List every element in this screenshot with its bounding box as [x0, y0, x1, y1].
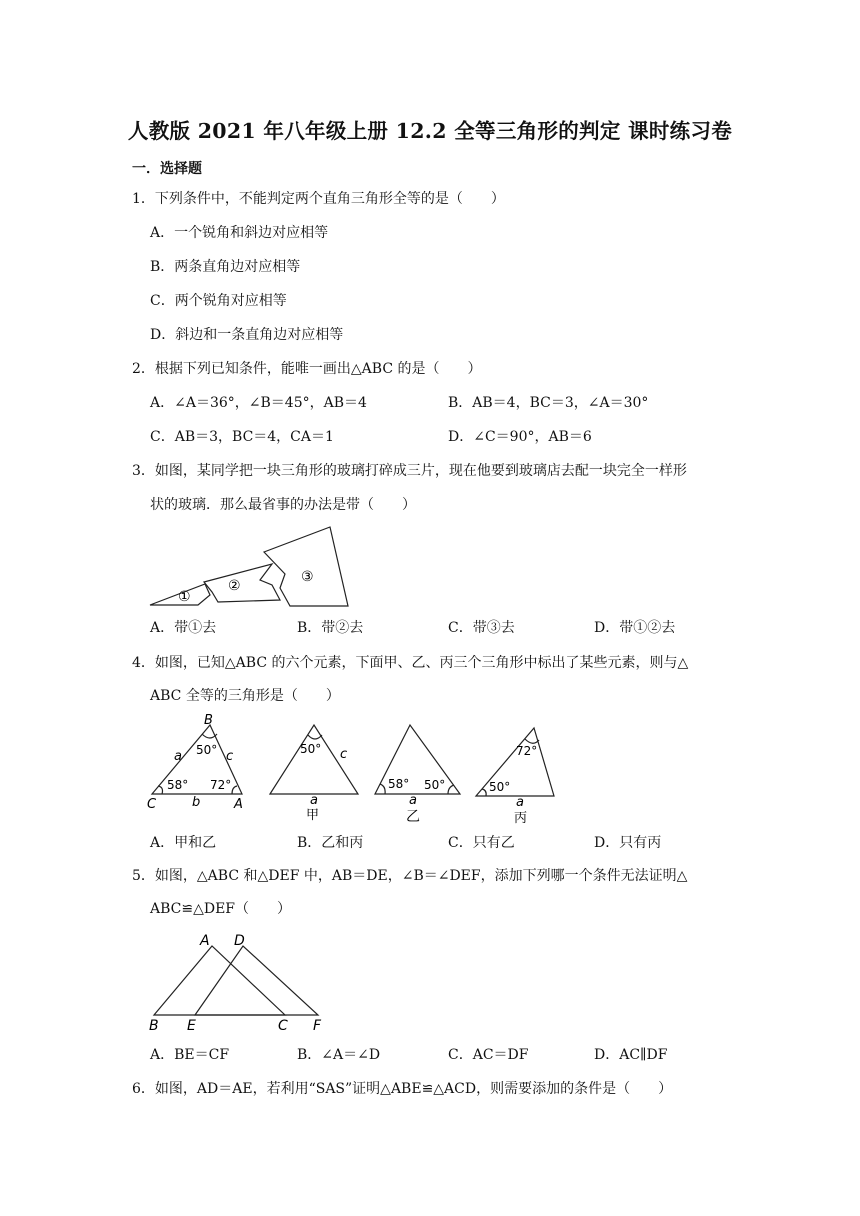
arc-yi-2	[448, 785, 454, 794]
q3-option-a: A．带①去	[150, 620, 217, 636]
side-a: a	[174, 749, 182, 764]
yi-angle-2: 50°	[424, 778, 446, 792]
q5-stem-line2: ABC≌△DEF（ ）	[150, 901, 292, 917]
q2-stem: 2．根据下列已知条件，能唯一画出△ABC 的是（ ）	[132, 361, 482, 377]
q3-option-b: B．带②去	[297, 620, 364, 636]
q3-stem-line1: 3．如图，某同学把一块三角形的玻璃打碎成三片，现在他要到玻璃店去配一块完全一样形	[132, 463, 687, 479]
q4-option-b: B．乙和丙	[297, 835, 364, 851]
q5-option-a: A．BE＝CF	[150, 1047, 230, 1063]
jia-name: 甲	[306, 808, 320, 823]
q4-stem-line1: 4．如图，已知△ABC 的六个元素，下面甲、乙、丙三个三角形中标出了某些元素，则与△	[132, 655, 689, 671]
side-b: b	[192, 795, 201, 810]
q4-option-c: C．只有乙	[448, 835, 515, 851]
point-f: F	[313, 1018, 322, 1034]
triangle-bing	[476, 728, 554, 796]
side-c: c	[226, 749, 234, 764]
bing-angle-1: 72°	[516, 744, 538, 758]
q3-option-d: D．带①②去	[594, 620, 676, 636]
q2-option-a: A．∠A＝36°，∠B＝45°，AB＝4	[150, 395, 367, 411]
bing-name: 丙	[514, 811, 528, 826]
arc-abc-a	[232, 786, 237, 794]
q5-stem-line1: 5．如图，△ABC 和△DEF 中，AB＝DE，∠B＝∠DEF，添加下列哪一个条件无法证明△	[132, 868, 688, 884]
q2-option-d: D．∠C＝90°，AB＝6	[448, 429, 592, 445]
bing-side-a: a	[516, 795, 524, 810]
q2-option-c: C．AB＝3，BC＝4，CA＝1	[150, 429, 334, 445]
q1-option-c: C．两个锐角对应相等	[150, 293, 287, 309]
yi-angle-1: 58°	[388, 777, 410, 791]
q4-figure-triangles	[142, 710, 482, 830]
piece-label-1: ①	[178, 589, 191, 605]
yi-name: 乙	[406, 809, 420, 825]
label-b: B	[204, 713, 213, 728]
angle-a: 72°	[210, 778, 232, 792]
triangle-def	[195, 946, 318, 1015]
bing-angle-2: 50°	[489, 780, 511, 794]
q3-stem-line2: 状的玻璃．那么最省事的办法是带（ ）	[150, 497, 416, 513]
q5-option-b: B．∠A＝∠D	[297, 1047, 381, 1063]
angle-b: 50°	[196, 743, 218, 757]
q4-option-d: D．只有丙	[594, 835, 662, 851]
q4-stem-line2: ABC 全等的三角形是（ ）	[150, 688, 340, 704]
q3-figure-broken-glass	[140, 522, 360, 612]
angle-c: 58°	[167, 778, 189, 792]
jia-angle: 50°	[300, 742, 322, 756]
point-e: E	[187, 1018, 196, 1034]
q1-option-b: B．两条直角边对应相等	[150, 259, 301, 275]
q5-figure-triangles	[140, 928, 340, 1036]
point-c: C	[278, 1018, 288, 1034]
jia-side-a: a	[310, 793, 318, 808]
q1-stem: 1．下列条件中，不能判定两个直角三角形全等的是（ ）	[132, 191, 505, 207]
yi-side-a: a	[409, 793, 417, 808]
q2-option-b: B．AB＝4，BC＝3，∠A＝30°	[448, 395, 649, 411]
page-title: 人教版 2021 年八年级上册 12.2 全等三角形的判定 课时练习卷	[127, 119, 733, 143]
q1-option-d: D．斜边和一条直角边对应相等	[150, 327, 344, 343]
q3-option-c: C．带③去	[448, 620, 515, 636]
arc-jia	[308, 735, 322, 739]
q4-figure-bing	[470, 720, 570, 830]
arc-bing-2	[482, 789, 486, 796]
arc-abc-c	[158, 786, 163, 794]
label-a: A	[234, 797, 243, 812]
point-d: D	[234, 933, 245, 949]
point-a: A	[200, 933, 210, 949]
arc-yi-1	[380, 784, 385, 794]
q1-option-a: A．一个锐角和斜边对应相等	[150, 225, 329, 241]
piece-label-2: ②	[228, 578, 241, 594]
q5-option-c: C．AC＝DF	[448, 1047, 529, 1063]
q5-option-d: D．AC∥DF	[594, 1047, 668, 1063]
glass-piece-2	[204, 564, 280, 602]
section-heading: 一．选择题	[132, 161, 202, 177]
point-b: B	[149, 1018, 159, 1034]
jia-side-c: c	[340, 747, 348, 762]
q4-option-a: A．甲和乙	[150, 835, 217, 851]
label-c: C	[147, 797, 157, 812]
q6-stem: 6．如图，AD＝AE，若利用“SAS”证明△ABE≌△ACD，则需要添加的条件是（ ）	[132, 1081, 673, 1097]
piece-label-3: ③	[301, 569, 314, 585]
